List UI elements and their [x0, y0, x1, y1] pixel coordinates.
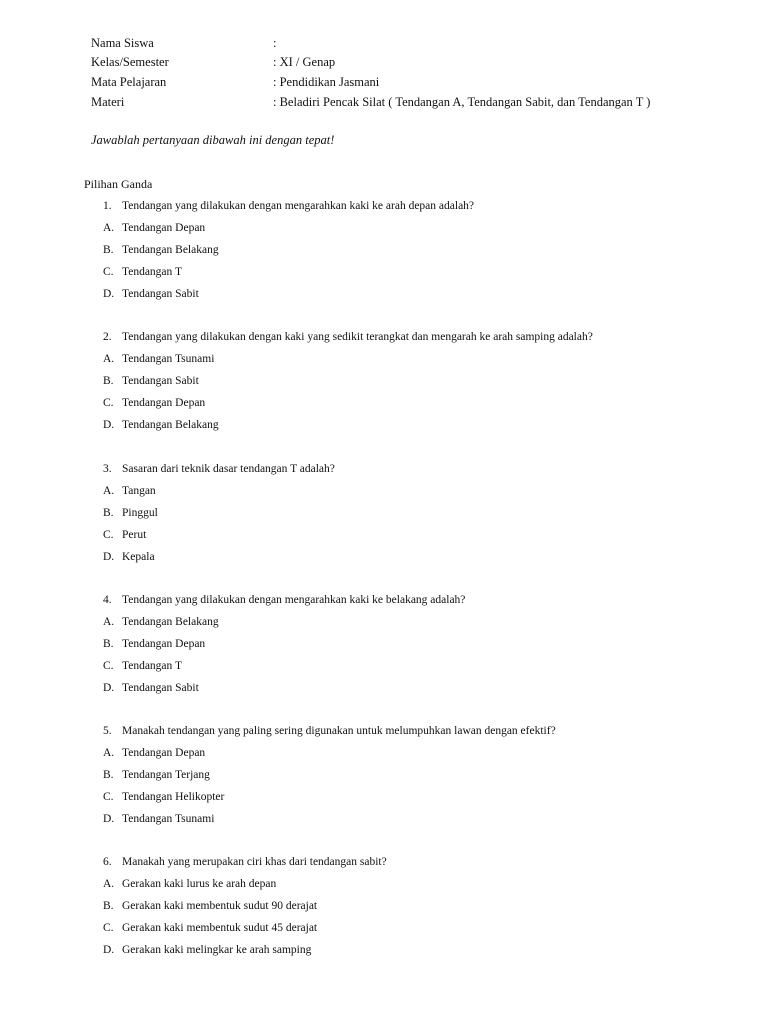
option-letter: C.: [103, 660, 114, 672]
option-letter: D.: [103, 813, 115, 825]
header-value: : Pendidikan Jasmani: [273, 75, 380, 89]
question-text: Tendangan yang dilakukan dengan mengarahkan kaki ke belakang adalah?: [122, 594, 466, 606]
option-text: Gerakan kaki melingkar ke arah samping: [122, 944, 312, 956]
option-letter: D.: [103, 419, 115, 431]
question-number: 3.: [103, 463, 112, 475]
option-text: Perut: [122, 529, 147, 541]
section-title: Pilihan Ganda: [84, 177, 153, 191]
option-text: Tendangan Sabit: [122, 682, 199, 694]
option-letter: B.: [103, 638, 114, 650]
question-text: Sasaran dari teknik dasar tendangan T adalah?: [122, 463, 335, 475]
option-letter: A.: [103, 485, 115, 497]
option-text: Tendangan Depan: [122, 222, 206, 234]
header-label: Materi: [91, 95, 125, 109]
option-text: Tendangan Tsunami: [122, 813, 215, 825]
option-text: Gerakan kaki membentuk sudut 45 derajat: [122, 922, 318, 934]
question-number: 4.: [103, 594, 112, 606]
instruction-text: Jawablah pertanyaan dibawah ini dengan tepat!: [91, 133, 335, 147]
option-text: Tendangan Belakang: [122, 616, 219, 628]
question-text: Manakah yang merupakan ciri khas dari tendangan sabit?: [122, 856, 387, 868]
question-text: Tendangan yang dilakukan dengan kaki yang sedikit terangkat dan mengarah ke arah samping adalah?: [122, 331, 593, 343]
option-text: Pinggul: [122, 507, 158, 519]
header-value: : Beladiri Pencak Silat ( Tendangan A, Tendangan Sabit, dan Tendangan T ): [273, 95, 651, 109]
header-label: Kelas/Semester: [91, 55, 169, 69]
option-text: Tendangan Sabit: [122, 288, 199, 300]
option-letter: B.: [103, 375, 114, 387]
option-text: Tendangan Helikopter: [122, 791, 225, 803]
option-text: Tendangan Tsunami: [122, 353, 215, 365]
option-text: Tendangan Depan: [122, 397, 206, 409]
question-number: 2.: [103, 331, 112, 343]
option-letter: D.: [103, 288, 115, 300]
option-letter: C.: [103, 791, 114, 803]
question-text: Manakah tendangan yang paling sering digunakan untuk melumpuhkan lawan dengan efektif?: [122, 725, 556, 737]
question-number: 5.: [103, 725, 112, 737]
option-text: Tendangan T: [122, 660, 182, 672]
header-label: Mata Pelajaran: [91, 75, 167, 89]
option-letter: B.: [103, 769, 114, 781]
option-text: Tangan: [122, 485, 156, 497]
header-label: Nama Siswa: [91, 36, 154, 50]
option-letter: A.: [103, 353, 115, 365]
option-text: Tendangan Depan: [122, 638, 206, 650]
option-text: Gerakan kaki membentuk sudut 90 derajat: [122, 900, 318, 912]
option-letter: C.: [103, 397, 114, 409]
option-text: Tendangan Sabit: [122, 375, 199, 387]
question-text: Tendangan yang dilakukan dengan mengarahkan kaki ke arah depan adalah?: [122, 200, 475, 212]
option-letter: D.: [103, 551, 115, 563]
option-text: Tendangan T: [122, 266, 182, 278]
question-number: 6.: [103, 856, 112, 868]
option-letter: A.: [103, 222, 115, 234]
option-letter: A.: [103, 747, 115, 759]
option-text: Kepala: [122, 551, 155, 563]
option-text: Tendangan Belakang: [122, 419, 219, 431]
option-letter: C.: [103, 922, 114, 934]
question-number: 1.: [103, 200, 112, 212]
option-text: Gerakan kaki lurus ke arah depan: [122, 878, 277, 890]
option-text: Tendangan Belakang: [122, 244, 219, 256]
option-letter: C.: [103, 266, 114, 278]
option-text: Tendangan Terjang: [122, 769, 210, 781]
option-letter: B.: [103, 900, 114, 912]
option-letter: A.: [103, 878, 115, 890]
option-letter: D.: [103, 944, 115, 956]
header-value: :: [273, 36, 277, 50]
header-value: : XI / Genap: [273, 55, 336, 69]
option-letter: C.: [103, 529, 114, 541]
option-letter: D.: [103, 682, 115, 694]
option-letter: B.: [103, 244, 114, 256]
option-text: Tendangan Depan: [122, 747, 206, 759]
option-letter: B.: [103, 507, 114, 519]
option-letter: A.: [103, 616, 115, 628]
